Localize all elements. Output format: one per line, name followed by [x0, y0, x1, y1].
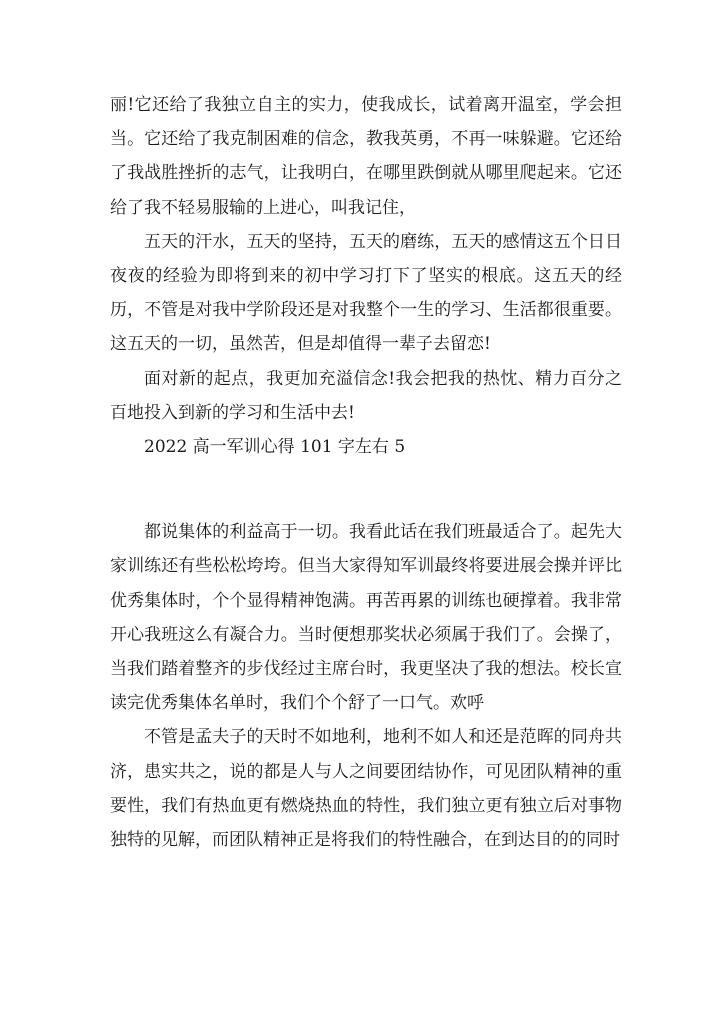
paragraph-new-start: 面对新的起点，我更加充溢信念!我会把我的热忱、精力百分之百地投入到新的学习和生活中去! [110, 368, 622, 423]
section-gap [110, 464, 622, 515]
paragraph-five-days: 五天的汗水，五天的坚持，五天的磨练，五天的感情这五个日日夜夜的经验为即将到来的初中学习打下了坚实的根底。这五天的经历，不管是对我中学阶段还是对我整个一生的学习、生活都很重要。这五天的一切，虽然苦，但是却值得一辈子去留恋! [110, 231, 622, 355]
paragraph-continuation: 丽!它还给了我独立自主的实力，使我成长，试着离开温室，学会担当。它还给了我克制困难的信念，教我英勇，不再一味躲避。它还给了我战胜挫折的志气，让我明白，在哪里跌倒就从哪里爬起来。它还给了我不轻易服输的上进心，叫我记住， [110, 95, 622, 218]
paragraph-teamwork: 不管是孟夫子的天时不如地利，地利不如人和还是范晖的同舟共济，患实共之，说的都是人与人之间要团结协作，可见团队精神的重要性，我们有热血更有燃烧热血的特性，我们独立更有独立后对事物独特的见解，而团队精神正是将我们的特性融合，在到达目的的同时 [110, 727, 622, 851]
section-heading: 2022 高一军训心得 101 字左右 5 [144, 437, 406, 458]
document-body [110, 88, 622, 857]
paragraph-collective: 都说集体的利益高于一切。我看此话在我们班最适合了。起先大家训练还有些松松垮垮。但当大家得知军训最终将要进展会操并评比优秀集体时，个个显得精神饱满。再苦再累的训练也硬撑着。我非常开心我班这么有凝合力。当时便想那奖状必须属于我们了。会操了，当我们踏着整齐的步伐经过主席台时，我更坚决了我的想法。校长宣读完优秀集体名单时，我们个个舒了一口气。欢呼 [110, 522, 622, 714]
